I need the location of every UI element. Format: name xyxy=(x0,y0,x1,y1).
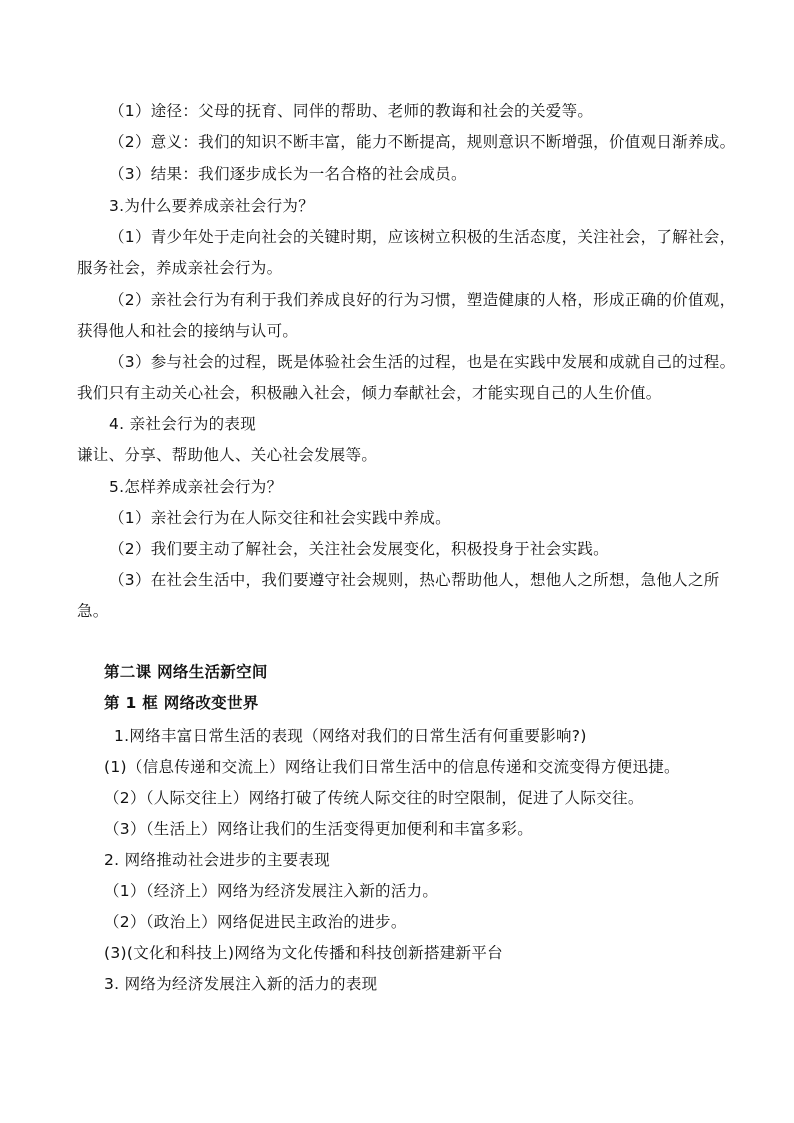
text-line: 获得他人和社会的接纳与认可。 xyxy=(77,322,299,340)
text-line: （3）参与社会的过程，既是体验社会生活的过程，也是在实践中发展和成就自己的过程。 xyxy=(109,353,736,371)
section-heading: 2. 网络推动社会进步的主要表现 xyxy=(104,851,331,869)
subsection-title: 第 1 框 网络改变世界 xyxy=(104,694,259,712)
text-line: （2）我们要主动了解社会，关注社会发展变化，积极投身于社会实践。 xyxy=(109,540,609,558)
lesson-title: 第二课 网络生活新空间 xyxy=(104,663,268,681)
text-line: 服务社会，养成亲社会行为。 xyxy=(77,259,283,277)
text-line: 急。 xyxy=(77,602,109,620)
section-heading: 3.为什么要养成亲社会行为？ xyxy=(109,197,314,215)
text-line: (1)（信息传递和交流上）网络让我们日常生活中的信息传递和交流变得方便迅捷。 xyxy=(104,758,680,776)
text-line: 谦让、分享、帮助他人、关心社会发展等。 xyxy=(77,446,378,464)
text-line: 我们只有主动关心社会，积极融入社会，倾力奉献社会，才能实现自己的人生价值。 xyxy=(77,384,662,402)
section-heading: 4. 亲社会行为的表现 xyxy=(109,415,257,433)
text-line: （2）（人际交往上）网络打破了传统人际交往的时空限制，促进了人际交往。 xyxy=(104,789,644,807)
text-line: （3）（生活上）网络让我们的生活变得更加便利和丰富多彩。 xyxy=(104,820,534,838)
text-line: （2）意义：我们的知识不断丰富，能力不断提高，规则意识不断增强，价值观日渐养成。 xyxy=(109,133,736,151)
section-heading: 5.怎样养成亲社会行为？ xyxy=(109,478,283,496)
text-line: （3）结果：我们逐步成长为一名合格的社会成员。 xyxy=(109,165,467,183)
text-line: （3）在社会生活中，我们要遵守社会规则，热心帮助他人，想他人之所想，急他人之所 xyxy=(109,571,720,589)
text-line: （1）亲社会行为在人际交往和社会实践中养成。 xyxy=(109,509,451,527)
text-line: （2）亲社会行为有利于我们养成良好的行为习惯，塑造健康的人格，形成正确的价值观， xyxy=(109,291,736,309)
text-line: （1）途径：父母的抚育、同伴的帮助、老师的教诲和社会的关爱等。 xyxy=(109,102,594,120)
text-line: （1）青少年处于走向社会的关键时期，应该树立积极的生活态度，关注社会，了解社会， xyxy=(109,228,736,246)
section-heading: 3. 网络为经济发展注入新的活力的表现 xyxy=(104,975,378,993)
text-line: （1）（经济上）网络为经济发展注入新的活力。 xyxy=(104,882,439,900)
section-heading: 1.网络丰富日常生活的表现（网络对我们的日常生活有何重要影响?) xyxy=(114,727,587,745)
text-line: (3)(文化和科技上)网络为文化传播和科技创新搭建新平台 xyxy=(104,944,503,962)
text-line: （2）（政治上）网络促进民主政治的进步。 xyxy=(104,913,407,931)
